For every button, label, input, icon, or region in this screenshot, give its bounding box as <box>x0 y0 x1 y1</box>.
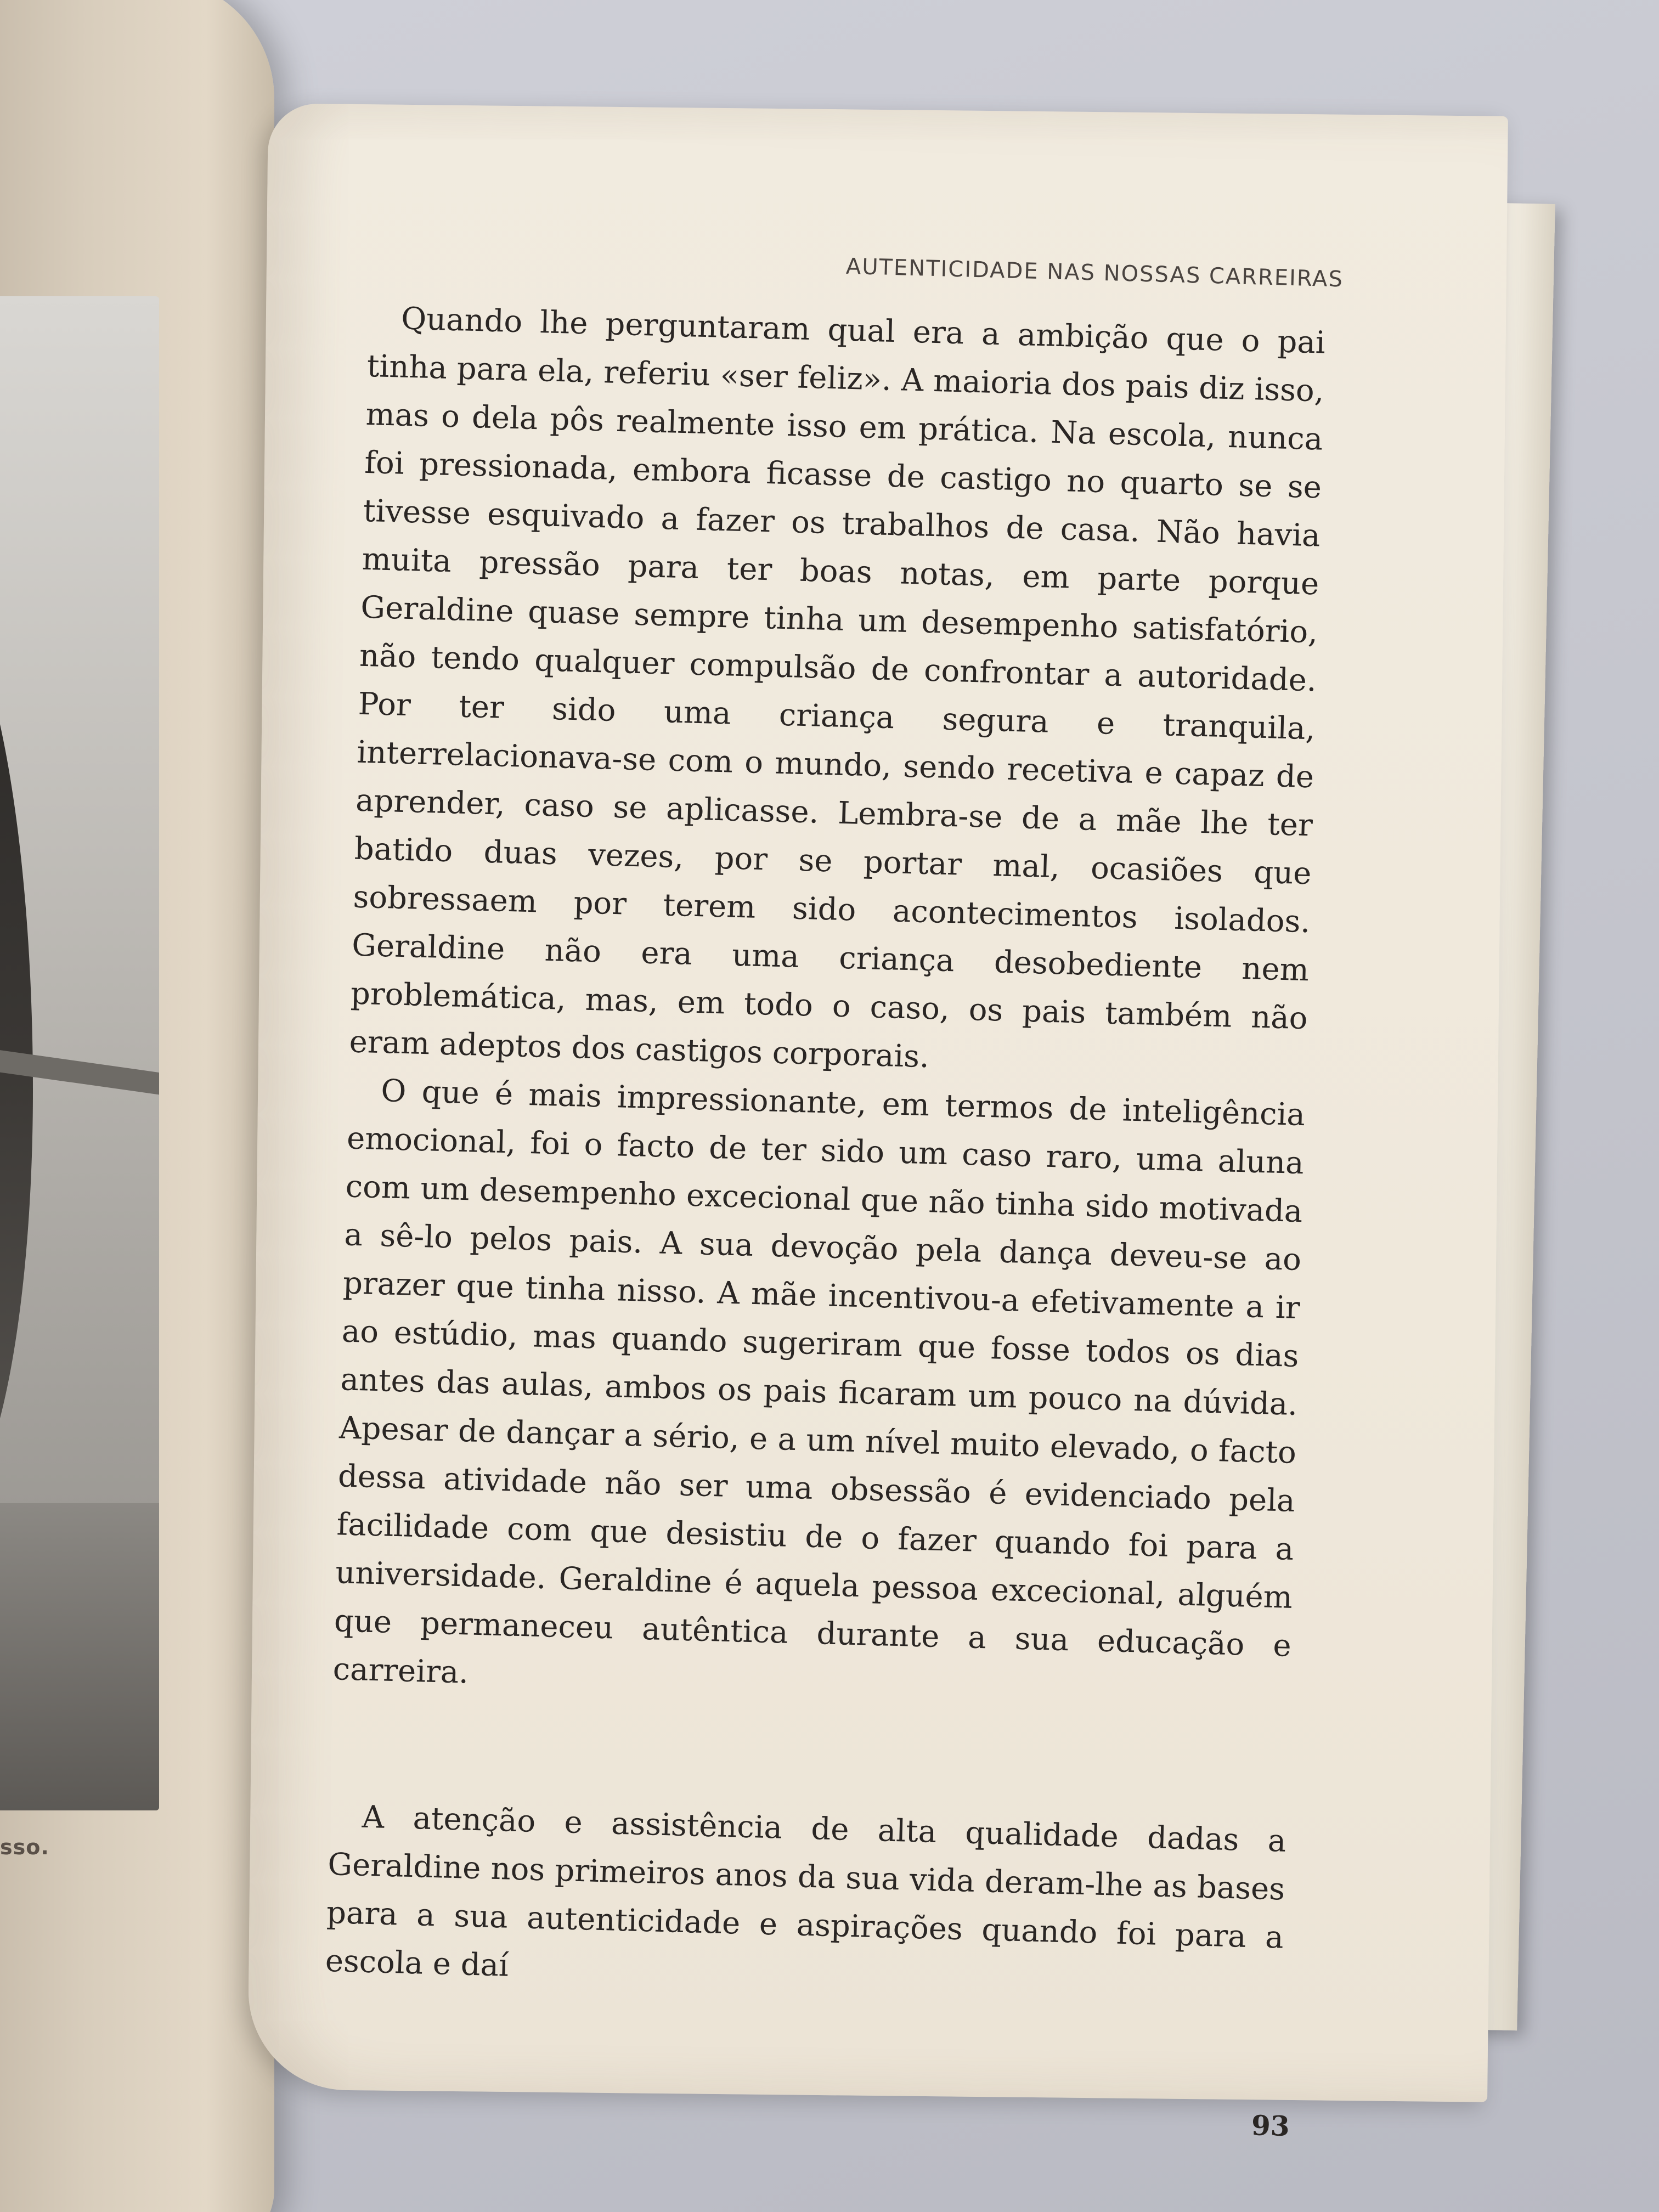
body-text <box>325 294 1326 2143</box>
paragraph-1: Quando lhe perguntaram qual era a ambição que o pai tinha para ela, referiu «ser feliz». A maioria dos pais diz isso, mas o dela pôs realmente isso em prática. Na escola, nunca foi pressionada, embora ficasse de castigo no quarto se se tivesse esquivado a fazer os trabalhos de casa. Não havia muita pressão para ter boas notas, em parte porque Geraldine quase sempre tinha um desempenho satisfatório, não tendo qualquer compulsão de confrontar a autoridade. Por ter sido uma criança segura e tranquila, interrelacionava-se com o mundo, sendo recetiva e capaz de aprender, caso se aplicasse. Lembra-se de a mãe lhe ter batido duas vezes, por se portar mal, ocasiões que sobressaem por terem sido acontecimentos isolados. Geraldine não era uma criança desobediente nem problemática, mas, em todo o caso, os pais também não eram adeptos dos castigos corporais. <box>348 301 1326 1075</box>
page-number: 93 <box>1251 2109 1290 2143</box>
paragraph-2: O que é mais impressionante, em termos de inteligência emocional, foi o facto de ter sido um caso raro, uma aluna com um desempenho excecional que não tinha sido motivada a sê-lo pelos pais. A sua devoção pela dança deveu-se ao prazer que tinha nisso. A mãe incentivou-a efetivamente a ir ao estúdio, mas quando sugeriram que fosse todos os dias antes das aulas, ambos os pais ficaram um pouco na dúvida. Apesar de dançar a sério, e a um nível muito elevado, o facto dessa atividade não ser uma obsessão é evidenciado pela facilidade com que desistiu de o fazer quando foi para a universidade. Geraldine é aquela pessoa excecional, alguém que permaneceu autêntica durante a sua educação e carreira. <box>332 1073 1306 1691</box>
page-text-block <box>325 241 1344 2143</box>
running-head: AUTENTICIDADE NAS NOSSAS CARREIRAS <box>845 253 1344 292</box>
paragraph-3: A atenção e assistência de alta qualidade dadas a Geraldine nos primeiros anos da sua vida deram-lhe as bases para a sua autenticidade e aspirações quando foi para a escola e daí <box>325 1799 1287 1984</box>
left-caption-fragment: sso. <box>0 1835 49 1859</box>
photo-floor <box>0 1503 159 1810</box>
photo-dark-figure <box>0 582 33 1514</box>
left-page-photo <box>0 296 159 1810</box>
left-page <box>0 0 274 2212</box>
